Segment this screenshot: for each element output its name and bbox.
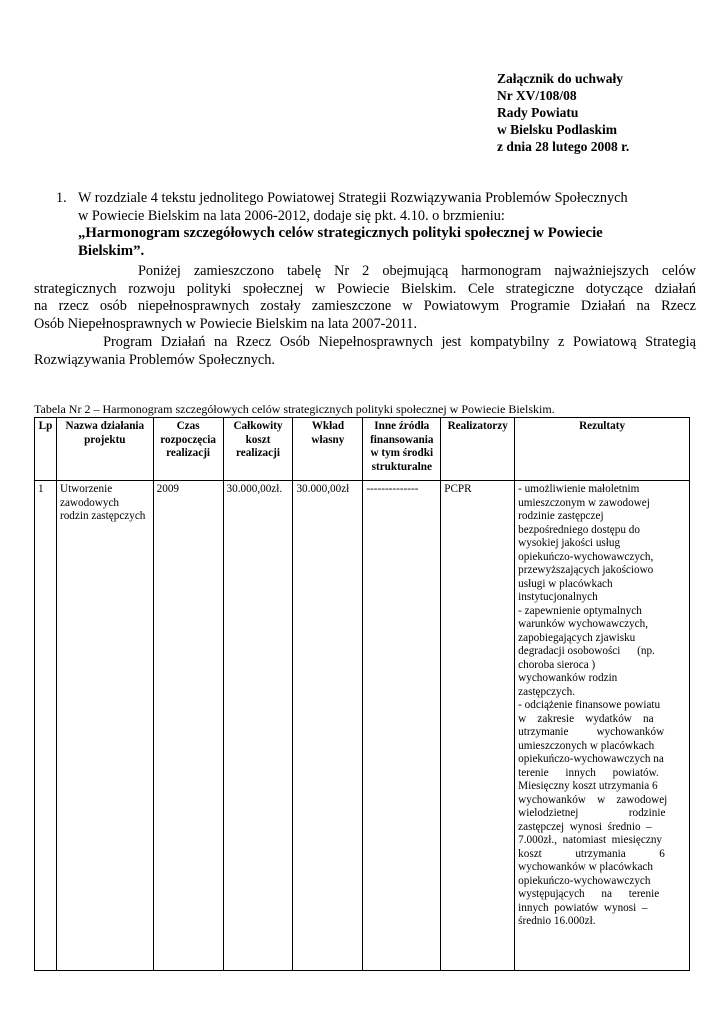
result-line: bezpośredniego dostępu do [518,523,640,536]
result-line: wychowanków w placówkach [518,861,653,873]
attachment-line: Załącznik do uchwały [497,71,624,86]
result-line: średnio 16.000zł. [518,915,596,927]
cell-results [515,481,690,971]
table-caption: Tabela Nr 2 – Harmonogram szczegółowych celów strategicznych polityki społecznej w Powiecie Bielskim. [34,402,555,416]
result-line: w zakresie wydatków na [518,712,654,725]
result-line: degradacji osobowości (np. [518,645,655,657]
header-lp: Lp [35,418,57,481]
cell-own: 30.000,00zł [293,481,363,971]
header-other: Inne źródła finansowania w tym środki strukturalne [363,418,441,481]
paragraph-line: strategicznych rozwoju polityki społecznej w Powiecie Bielskim. Cele strategiczne dotyczące działań [34,280,696,297]
result-line: wielodzietnej rodzinie [518,807,666,819]
paragraph-line: Program Działań na Rzecz Osób Niepełnosprawnych jest kompatybilny z Powiatową Strategią [34,334,696,350]
attachment-line: Nr XV/108/08 [497,88,577,103]
paragraph-line: Rozwiązywania Problemów Społecznych. [34,351,275,368]
result-line: opiekuńczo-wychowawczych [518,874,651,887]
result-line: przewyższających jakościowo [518,564,654,576]
paragraph-line: Poniżej zamieszczono tabelę Nr 2 obejmującą harmonogram najważniejszych celów [34,263,696,279]
paragraph-program [34,334,696,369]
result-line: opiekuńczo-wychowawczych na [518,753,664,765]
result-line: zastępczej wynosi średnio – [518,820,652,833]
result-line: wychowanków rodzin [518,672,618,684]
result-line: usługi w placówkach [518,577,613,590]
header-results: Rezultaty [515,418,690,481]
result-line: warunków wychowawczych, [518,618,649,630]
schedule-table [34,417,690,971]
result-line: umieszczonym w zawodowej [518,496,650,509]
result-line: występujących na terenie [518,888,660,900]
attachment-line: w Bielsku Podlaskim [497,122,618,137]
cell-executors: PCPR [441,481,515,971]
list-item-1 [56,190,696,260]
header-executors: Realizatorzy [441,418,515,481]
result-line: - zapewnienie optymalnych [518,604,642,617]
result-line: utrzymanie wychowanków [518,726,665,738]
table-header-row [35,418,690,481]
result-line: opiekuńczo-wychowawczych, [518,550,654,563]
result-line: zapobiegających zjawisku [518,631,636,644]
result-line: 7.000zł., natomiast miesięczny [518,834,663,846]
result-line: wychowanków w zawodowej [518,793,668,806]
cell-other: -------------- [363,481,441,971]
result-line: - umożliwienie małoletnim [518,483,640,495]
result-line: koszt utrzymania 6 [518,847,665,860]
result-line: terenie innych powiatów. [518,766,659,779]
paragraph-line: na rzecz osób niepełnosprawnych zostały zamieszczone w Powiatowym Programie Działań na Rzecz [34,298,696,314]
list-item-number: 1. [56,190,67,206]
result-line: innych powiatów wynosi – [518,901,648,914]
item-text-line: w Powiecie Bielskim na lata 2006-2012, dodaje się pkt. 4.10. o brzmieniu: [78,207,505,224]
header-name: Nazwa działania projektu [56,418,153,481]
result-line: rodzinie zastępczej [518,510,604,522]
result-line: choroba sieroca ) [518,658,596,671]
cell-cost: 30.000,00zł. [223,481,293,971]
cell-name: Utworzenie zawodowych rodzin zastępczych [56,481,153,971]
result-line: instytucjonalnych [518,591,598,603]
item-text-line: W rozdziale 4 tekstu jednolitego Powiatowej Strategii Rozwiązywania Problemów Społecznych [78,190,628,206]
item-title-line: „Harmonogram szczegółowych celów strategicznych polityki społecznej w Powiecie [78,225,603,241]
attachment-header [497,70,629,155]
cell-lp: 1 [35,481,57,971]
header-time: Czas rozpoczęcia realizacji [153,418,223,481]
result-line: - odciążenie finansowe powiatu [518,699,661,711]
result-line: Miesięczny koszt utrzymania 6 [518,780,658,792]
result-line: umieszczonych w placówkach [518,739,655,752]
paragraph-line: Osób Niepełnosprawnych w Powiecie Bielskim na lata 2007-2011. [34,315,418,332]
attachment-line: Rady Powiatu [497,105,579,120]
header-cost: Całkowity koszt realizacji [223,418,293,481]
paragraph-intro [34,263,696,333]
result-line: wysokiej jakości usług [518,537,621,549]
item-title-line: Bielskim”. [78,242,145,259]
header-own: Wkład własny [293,418,363,481]
attachment-line: z dnia 28 lutego 2008 r. [497,139,630,154]
cell-time: 2009 [153,481,223,971]
result-line: zastępczych. [518,685,575,698]
table-row [35,481,690,971]
